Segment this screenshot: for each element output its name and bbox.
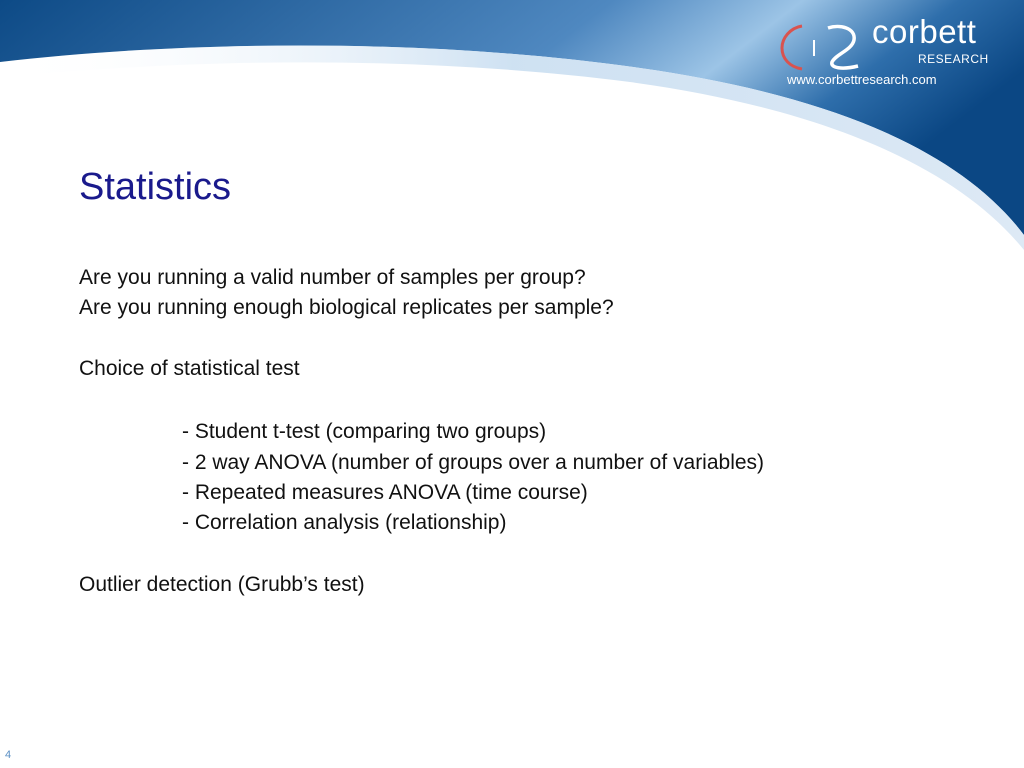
slide-title: Statistics [79, 166, 232, 208]
test-list-item: - 2 way ANOVA (number of groups over a number of variables) [182, 451, 765, 474]
logo-mark-icon [776, 18, 866, 78]
outlier-detection-line: Outlier detection (Grubb’s test) [79, 573, 365, 596]
test-list-item: - Repeated measures ANOVA (time course) [182, 481, 588, 504]
question-samples-per-group: Are you running a valid number of samples per group? [79, 266, 586, 289]
logo-subtitle: RESEARCH [918, 52, 989, 66]
logo-wordmark: corbett [872, 13, 977, 50]
test-list-item: - Student t-test (comparing two groups) [182, 420, 547, 443]
choice-of-test-heading: Choice of statistical test [79, 357, 300, 380]
question-biological-replicates: Are you running enough biological replicates per sample? [79, 296, 614, 319]
website-link[interactable]: www.corbettresearch.com [787, 72, 937, 87]
test-list-item: - Correlation analysis (relationship) [182, 511, 507, 534]
page-number: 4 [5, 749, 12, 761]
